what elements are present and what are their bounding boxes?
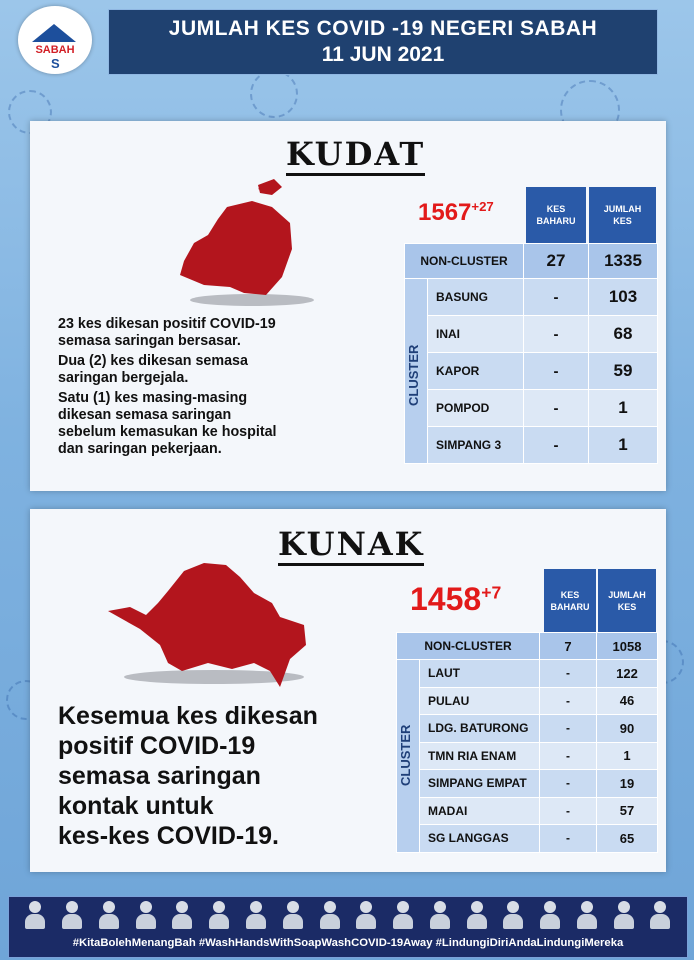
desc-line: saringan bergejala.	[58, 370, 189, 386]
cell-new: -	[524, 279, 589, 316]
person-icon	[466, 901, 488, 929]
person-icon	[171, 901, 193, 929]
kunak-case-table	[396, 632, 658, 853]
cell-total: 59	[589, 353, 658, 390]
cell-total: 103	[589, 279, 658, 316]
desc-line: positif COVID-19	[58, 732, 256, 760]
col-head-new	[544, 569, 596, 633]
cell-new: -	[540, 742, 597, 770]
page-title: JUMLAH KES COVID -19 NEGERI SABAH	[168, 17, 598, 40]
col-head-line: BAHARU	[550, 602, 590, 612]
col-head-new	[526, 187, 586, 245]
table-row	[397, 825, 658, 853]
cell-cluster: PULAU	[420, 687, 540, 715]
kudat-total-cases	[418, 199, 494, 227]
cell-new: 7	[540, 633, 597, 660]
kunak-total-cases	[410, 581, 501, 618]
cell-total: 65	[597, 825, 658, 853]
col-head-line: KES	[560, 590, 580, 600]
kunak-description	[58, 701, 408, 851]
cell-total: 90	[597, 715, 658, 743]
cell-new: -	[540, 715, 597, 743]
cell-new: -	[524, 427, 589, 464]
cell-cluster: TMN RIA ENAM	[420, 742, 540, 770]
desc-line: semasa saringan	[58, 762, 261, 790]
cell-cluster: LAUT	[420, 660, 540, 688]
district-title-kudat: KUDAT	[286, 135, 425, 176]
cell-new: 27	[524, 244, 589, 279]
cell-new: -	[540, 687, 597, 715]
table-row	[397, 687, 658, 715]
desc-line: Satu (1) kes masing-masing	[58, 390, 248, 406]
kunak-map	[104, 559, 314, 694]
col-head-line: JUMLAH	[603, 204, 642, 214]
kunak-panel	[30, 509, 666, 872]
cluster-label: CLUSTER	[406, 344, 421, 406]
desc-line: 23 kes dikesan positif COVID-19	[58, 316, 276, 332]
table-row	[405, 353, 658, 390]
total-increase: +27	[471, 199, 494, 214]
footer-hashtags: #KitaBolehMenangBah #WashHandsWithSoapWashCOVID-19Away #LindungiDiriAndaLindungiMereka	[72, 937, 624, 949]
desc-line: dan saringan pekerjaan.	[58, 441, 222, 457]
page-date: 11 JUN 2021	[321, 43, 445, 66]
desc-line: sebelum kemasukan ke hospital	[58, 424, 277, 440]
frontliner-figures	[17, 901, 679, 933]
col-head-total	[598, 569, 656, 633]
table-row	[397, 633, 658, 660]
table-row	[397, 742, 658, 770]
person-icon	[649, 901, 671, 929]
desc-line: Kesemua kes dikesan	[58, 702, 318, 730]
total-value: 1567	[418, 199, 472, 226]
person-icon	[24, 901, 46, 929]
table-row	[405, 316, 658, 353]
kudat-panel	[30, 121, 666, 491]
person-icon	[98, 901, 120, 929]
total-increase: +7	[481, 582, 502, 603]
table-row	[397, 660, 658, 688]
cell-new: -	[524, 316, 589, 353]
cell-new: -	[540, 825, 597, 853]
table-row	[397, 797, 658, 825]
district-title-kunak: KUNAK	[278, 525, 424, 566]
col-head-total	[589, 187, 656, 245]
cell-cluster: KAPOR	[428, 353, 524, 390]
cell-new: -	[524, 353, 589, 390]
table-row	[405, 427, 658, 464]
table-row	[397, 770, 658, 798]
person-icon	[245, 901, 267, 929]
cell-total: 68	[589, 316, 658, 353]
page-header	[108, 9, 658, 75]
desc-line: dikesan semasa saringan	[58, 407, 232, 423]
cell-cluster: POMPOD	[428, 390, 524, 427]
logo-text: SABAH	[35, 44, 75, 56]
cell-total: 1	[597, 742, 658, 770]
sabah-logo: SABAH S	[18, 6, 92, 74]
desc-line: Dua (2) kes dikesan semasa	[58, 353, 248, 369]
person-icon	[319, 901, 341, 929]
non-cluster-label: NON-CLUSTER	[397, 633, 540, 660]
cell-total: 122	[597, 660, 658, 688]
cell-new: -	[540, 770, 597, 798]
person-icon	[135, 901, 157, 929]
cell-cluster: SIMPANG EMPAT	[420, 770, 540, 798]
non-cluster-label: NON-CLUSTER	[405, 244, 524, 279]
cell-total: 46	[597, 687, 658, 715]
cell-total: 1	[589, 390, 658, 427]
cell-total: 19	[597, 770, 658, 798]
person-icon	[613, 901, 635, 929]
total-value: 1458	[410, 581, 482, 617]
cell-cluster: LDG. BATURONG	[420, 715, 540, 743]
desc-line: kontak untuk	[58, 792, 214, 820]
cell-cluster: INAI	[428, 316, 524, 353]
person-icon	[576, 901, 598, 929]
cell-total: 57	[597, 797, 658, 825]
desc-line: kes-kes COVID-19.	[58, 822, 279, 850]
cell-new: -	[540, 660, 597, 688]
person-icon	[282, 901, 304, 929]
col-head-line: KES	[613, 216, 632, 226]
col-head-line: KES	[617, 602, 637, 612]
kudat-description	[58, 316, 408, 458]
cell-new: -	[524, 390, 589, 427]
cell-total: 1058	[597, 633, 658, 660]
cell-cluster: BASUNG	[428, 279, 524, 316]
table-row	[405, 244, 658, 279]
cell-cluster: SIMPANG 3	[428, 427, 524, 464]
cell-new: -	[540, 797, 597, 825]
col-head-line: KES	[546, 204, 566, 214]
person-icon	[208, 901, 230, 929]
table-row	[397, 715, 658, 743]
cell-cluster: SG LANGGAS	[420, 825, 540, 853]
kudat-map	[172, 177, 342, 309]
person-icon	[429, 901, 451, 929]
footer-banner	[8, 896, 688, 958]
virus-decoration	[250, 70, 298, 118]
person-icon	[539, 901, 561, 929]
person-icon	[392, 901, 414, 929]
cluster-label: CLUSTER	[398, 724, 413, 786]
person-icon	[502, 901, 524, 929]
cell-cluster: MADAI	[420, 797, 540, 825]
kudat-case-table	[404, 243, 658, 464]
person-icon	[61, 901, 83, 929]
col-head-line: JUMLAH	[608, 590, 646, 600]
person-icon	[355, 901, 377, 929]
cell-total: 1	[589, 427, 658, 464]
col-head-line: BAHARU	[536, 216, 576, 226]
table-row	[405, 279, 658, 316]
desc-line: semasa saringan bersasar.	[58, 333, 241, 349]
table-row	[405, 390, 658, 427]
cell-total: 1335	[589, 244, 658, 279]
